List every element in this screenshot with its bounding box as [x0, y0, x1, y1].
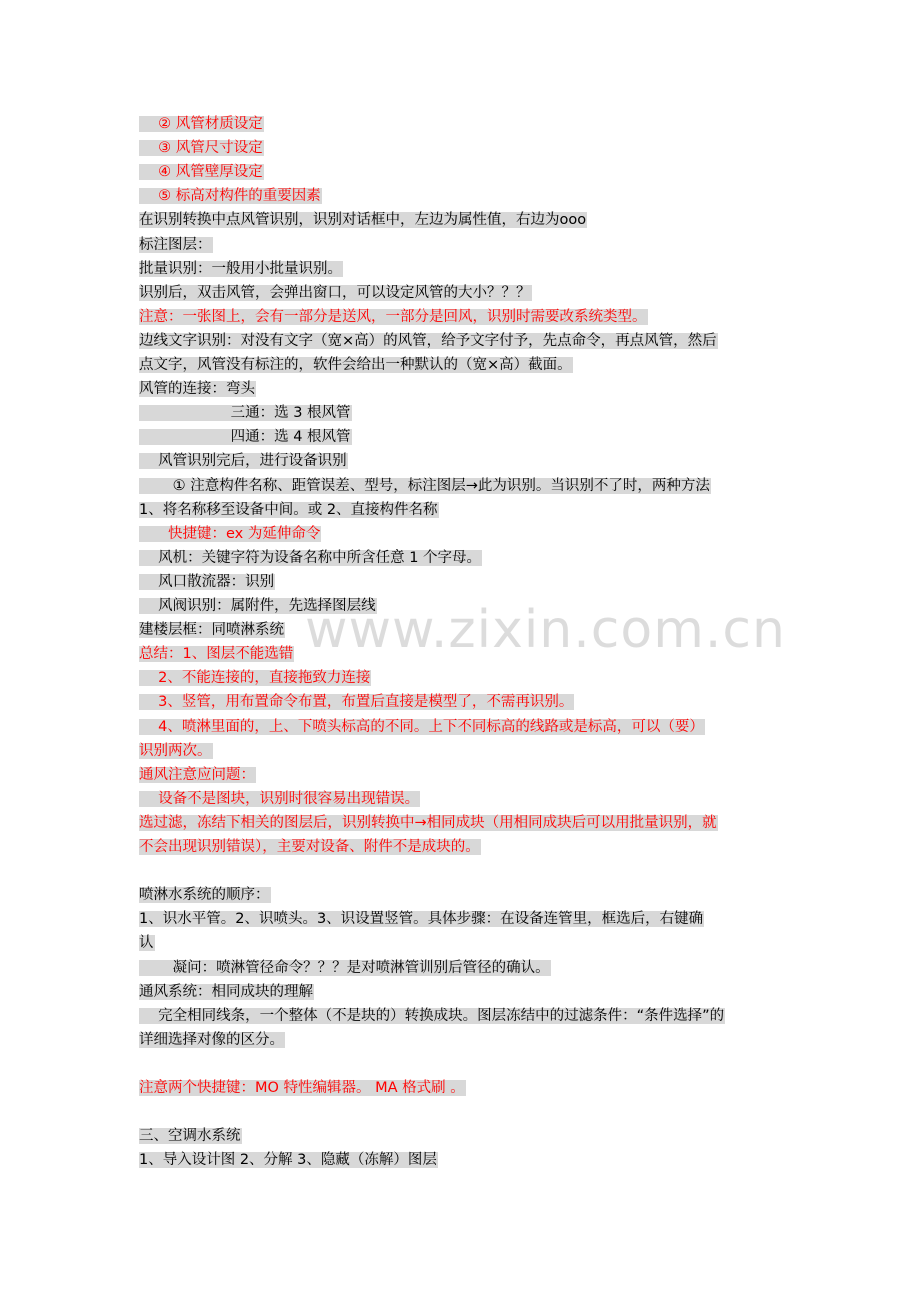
text-line-content: 批量识别：一般用小批量识别。 [139, 260, 342, 277]
text-line [139, 112, 264, 136]
text-line [139, 281, 532, 305]
text-line-content: ⑤ 标高对构件的重要因素 [139, 188, 321, 205]
text-line-content: 注意：一张图上，会有一部分是送风，一部分是回风，识别时需要改系统类型。 [139, 308, 647, 325]
text-line-content: 4、喷淋里面的，上、下喷头标高的不同。上下不同标高的线路或是标高，可以（要） [139, 718, 704, 735]
text-line [139, 570, 275, 594]
text-line-content: 认 [139, 935, 154, 952]
text-line-content: 凝问：喷淋管径命令？？？是对喷淋管训别后管径的确认。 [139, 959, 550, 976]
text-line-content: 风管识别完后，进行设备识别 [139, 453, 347, 470]
text-line-content: 详细选择对像的区分。 [139, 1031, 284, 1048]
text-line [139, 1148, 438, 1172]
text-line [139, 184, 322, 208]
text-line-content: 通风注意应问题： [139, 766, 255, 783]
text-line-content: 1、识水平管。2、识喷头。3、识设置竖管。具体步骤：在设备连管里，框选后，右键确 [139, 911, 704, 928]
text-line-content: 总结：1、图层不能选错 [139, 646, 294, 663]
text-line [139, 160, 264, 184]
text-line [139, 956, 551, 980]
text-line [139, 835, 481, 859]
text-line-content: 在识别转换中点风管识别，识别对话框中，左边为属性值，右边为ooo [139, 212, 587, 229]
text-line-content: 快捷键：ex 为延伸命令 [139, 525, 321, 542]
text-line-content: 喷淋水系统的顺序： [139, 887, 270, 904]
text-line-content: 四通：选 4 根风管 [139, 429, 351, 446]
text-line [139, 1124, 242, 1148]
text-line-content: 1、导入设计图 2、分解 3、隐藏（冻解）图层 [139, 1152, 437, 1169]
text-line-content: 边线文字识别：对没有文字（宽×高）的风管，给予文字付予，先点命令，再点风管，然后 [139, 332, 717, 349]
text-line-content: 通风系统：相同成块的理解 [139, 983, 313, 1000]
text-line-content: 完全相同线条，一个整体（不是块的）转换成块。图层冻结中的过滤条件：“条件选择”的 [139, 1007, 725, 1024]
text-line [139, 377, 256, 401]
text-line-content: 不会出现识别错误），主要对设备、附件不是成块的。 [139, 839, 480, 855]
text-line [139, 208, 587, 232]
text-line-content: ② 风管材质设定 [139, 116, 263, 132]
text-line-content: 标注图层： [139, 236, 212, 253]
text-line [139, 329, 718, 353]
text-line-content: 三通：选 3 根风管 [139, 405, 351, 422]
text-line [139, 546, 482, 570]
watermark: www.zixin.com.cn [305, 600, 786, 660]
text-line-content: 注意两个快捷键：MO 特性编辑器。 MA 格式刷 。 [139, 1080, 465, 1096]
text-line [139, 522, 321, 546]
text-line [139, 666, 371, 690]
text-line [139, 980, 314, 1004]
text-line [139, 449, 348, 473]
text-line [139, 690, 574, 714]
text-line [139, 715, 705, 739]
text-line-content: 设备不是图块，识别时很容易出现错误。 [139, 790, 420, 807]
text-line [139, 474, 711, 498]
text-line [139, 233, 213, 257]
text-line [139, 811, 718, 835]
text-line-content: ③ 风管尺寸设定 [139, 140, 263, 157]
text-line [139, 353, 573, 377]
text-line-content: 选过滤，冻结下相关的图层后，识别转换中→相同成块（用相同成块后可以用批量识别，就 [139, 814, 717, 831]
text-line-content: 建楼层框：同喷淋系统 [139, 622, 284, 639]
text-line-content: 3、竖管，用布置命令布置，布置后直接是模型了，不需再识别。 [139, 694, 574, 711]
text-line [139, 931, 155, 955]
text-line [139, 642, 294, 666]
text-line [139, 305, 648, 329]
text-line-content: 风阀识别：属附件，先选择图层线 [139, 598, 376, 614]
text-line-content: ① 注意构件名称、距管误差、型号，标注图层→此为识别。当识别不了时，两种方法 [139, 477, 710, 494]
text-line [139, 1004, 725, 1028]
text-line [139, 787, 420, 811]
text-line [139, 1076, 466, 1100]
text-line [139, 883, 271, 907]
text-line [139, 257, 343, 281]
text-line-content: 识别后，双击风管，会弹出窗口，可以设定风管的大小？？？ [139, 284, 531, 301]
text-line [139, 594, 377, 618]
text-line-content: 风口散流器：识别 [139, 573, 275, 590]
text-line [139, 498, 439, 522]
text-line-content: 三、空调水系统 [139, 1128, 241, 1145]
text-line [139, 739, 213, 763]
text-line-content: 2、不能连接的，直接拖致力连接 [139, 670, 371, 687]
text-line [139, 425, 352, 449]
text-line [139, 1028, 285, 1052]
text-line [139, 401, 352, 425]
text-line-content: 识别两次。 [139, 742, 212, 759]
text-line [139, 618, 285, 642]
text-line-content: 风机：关键字符为设备名称中所含任意 1 个字母。 [139, 549, 482, 566]
text-line [139, 907, 704, 931]
text-line-content: 风管的连接：弯头 [139, 381, 255, 398]
text-line [139, 763, 256, 787]
text-line [139, 136, 264, 160]
text-line-content: ④ 风管壁厚设定 [139, 164, 263, 181]
text-line-content: 1、将名称移至设备中间。或 2、直接构件名称 [139, 501, 438, 518]
text-line-content: 点文字，风管没有标注的，软件会给出一种默认的（宽×高）截面。 [139, 357, 572, 373]
